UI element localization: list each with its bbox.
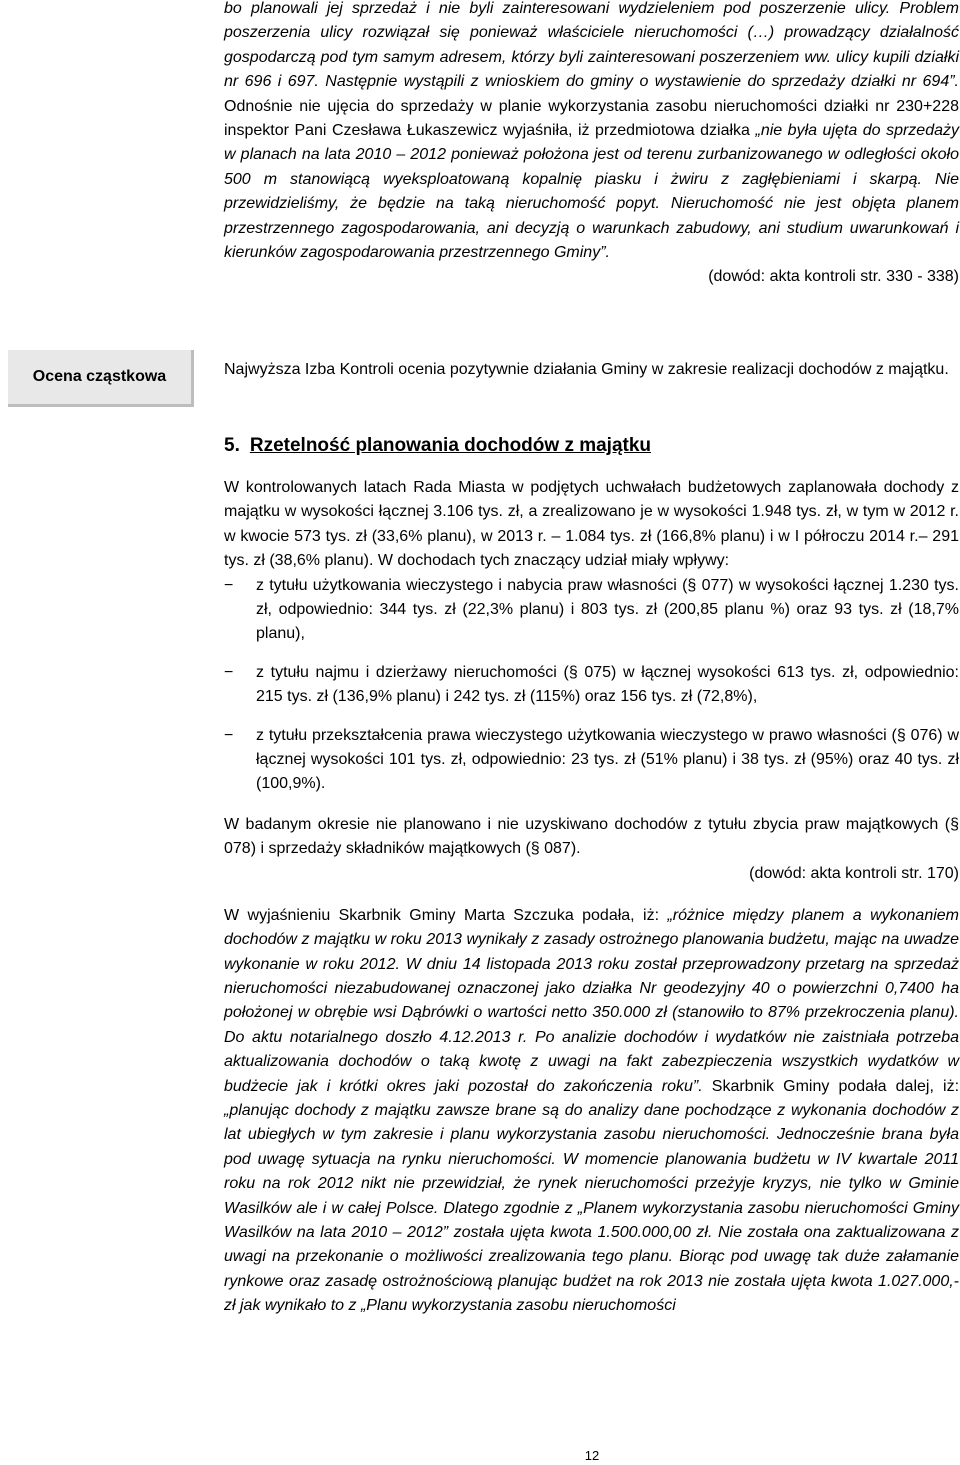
assessment-text: Najwyższa Izba Kontroli ocenia pozytywnie działania Gminy w zakresie realizacji dochodów z majątku. (224, 361, 949, 378)
section-number: 5. (224, 435, 240, 456)
dash-bullet: − (224, 726, 234, 744)
text-normal: W wyjaśnieniu Skarbnik Gminy Marta Szczuka podała, iż: (224, 906, 668, 924)
section-title: Rzetelność planowania dochodów z majątku (249, 435, 652, 456)
list-item (224, 724, 959, 797)
list-item-text: z tytułu użytkowania wieczystego i nabycia praw własności (§ 077) w wysokości łącznej 1.230 tys. zł, odpowiednio: 344 tys. zł (22,3% planu) i 803 tys. zł (200,85 planu %) oraz 93 tys. zł (18,7% planu), (256, 576, 959, 643)
evidence-reference-2: (dowód: akta kontroli str. 170) (749, 864, 959, 882)
section-heading (224, 433, 651, 459)
dash-bullet: − (224, 576, 234, 594)
list-item (224, 574, 959, 647)
quote-italic: „różnice między planem a wykonaniem dochodów z majątku w roku 2013 wynikały z zasady ostrożnego planowania budżetu, mając na uwadze wykonanie w roku 2012. W dniu 14 listopada 2013 roku został przeprowadzony przetarg na sprzedaż nieruchomości niezabudowanej oznaczonej jako działka Nr geodezyjny 40 o powierzchni 0,7400 ha położonej w obrębie wsi Dąbrówki o wartości netto 350.000 zł (stanowiło to 87% przekroczenia planu). Do aktu notarialnego doszło 4.12.2013 r. Po analizie dochodów i wydatków nie zaistniała potrzeba aktualizowania dochodów o taką kwotę z uwagi na fakt zabezpieczenia wszystkich wydatków w budżecie jak i krótki okres jaki pozostał do zakończenia roku”. (224, 906, 959, 1095)
evidence-reference: (dowód: akta kontroli str. 330 - 338) (708, 268, 959, 286)
continuation-block (224, 0, 959, 289)
text-normal-a: Odnośnie nie ujęcia do sprzedaży w planie wykorzystania zasobu nieruchomości działki nr 230+228 inspektor Pani Czesława Łukaszewicz wyjaśniła, iż przedmiotowa działka (224, 97, 959, 140)
section-body (224, 476, 959, 1319)
paragraph-no-sales: W badanym okresie nie planowano i nie uzyskiwano dochodów z tytułu zbycia praw majątkowych (§ 078) i sprzedaży składników majątkowych (§ 087). (224, 815, 959, 858)
text-normal: Skarbnik Gminy podała dalej, iż: (702, 1077, 960, 1095)
dash-bullet: − (224, 663, 234, 681)
page-number: 12 (584, 1448, 600, 1463)
treasurer-explanation (224, 904, 959, 1319)
list-item (224, 661, 959, 710)
list-item-text: z tytułu przekształcenia prawa wieczystego użytkowania wieczystego w prawo własności (§ 076) w łącznej wysokości 101 tys. zł, odpowiednio: 23 tys. zł (51% planu) i 38 tys. zł (95%) oraz 40 tys. zł (100,9%). (256, 726, 959, 793)
partial-assessment-label (8, 350, 194, 407)
revenue-list (224, 574, 959, 797)
quote-italic: „planując dochody z majątku zawsze brane są do analizy dane pochodzące z wykonania dochodów z lat ubiegłych w tym zakresie i planu wykorzystania zasobu nieruchomości. Jednocześnie brana była pod uwagę sytuacja na rynku nieruchomości. W momencie planowania budżetu w IV kwartale 2011 roku na rok 2012 nikt nie przewidział, że rynek nieruchomości przeżyje kryzys, nie tylko w Gminie Wasilków ale i w całej Polsce. Dlatego zgodnie z „Planem wykorzystania zasobu nieruchomości Gminy Wasilków na lata 2010 – 2012” została ujęta kwota 1.500.000,00 zł. Nie została ona zaktualizowana z uwagi na przekonanie o możliwości zrealizowania tego planu. Biorąc pod uwagę tak duże załamanie rynkowe oraz zasadę ostrożnościową planując budżet na rok 2013 nie została ujęta kwota 1.027.000,- zł jak wynikało to z „Planu wykorzystania zasobu nieruchomości (224, 1101, 959, 1315)
list-item-text: z tytułu najmu i dzierżawy nieruchomości (§ 075) w łącznej wysokości 613 tys. zł, odpowiednio: 215 tys. zł (136,9% planu) i 242 tys. zł (115%) oraz 156 tys. zł (72,8%), (256, 663, 959, 706)
assessment-block (224, 358, 959, 382)
continuation-paragraph (224, 0, 959, 265)
quote-italic-b: „nie była ujęta do sprzedaży w planach na lata 2010 – 2012 ponieważ położona jest od terenu zurbanizowanego w odległości około 500 m stanowiącą wyeksploatowaną kopalnię piasku i żwiru z zagłębieniami i skarpą. Nie przewidzieliśmy, że będzie na taką nieruchomość popyt. Nieruchomość nie jest objęta planem przestrzennego zagospodarowania, ani decyzją o warunkach zabudowy, ani studium uwarunkowań i kierunków zagospodarowania przestrzennego Gminy”. (224, 122, 960, 262)
quote-italic-a: bo planowali jej sprzedaż i nie byli zainteresowani wydzieleniem pod poszerzenie ulicy. Problem poszerzenia ulicy rozwiązał się ponieważ właściciele nieruchomości (…) prowadzący działalność gospodarczą pod tym samym adresem, którzy byli zainteresowani poszerzeniem ww. ulicy kupili działki nr 696 i 697. Następnie wystąpili z wnioskiem do gminy o wystawienie do sprzedaży działki nr 694”. (224, 0, 959, 91)
section-intro: W kontrolowanych latach Rada Miasta w podjętych uchwałach budżetowych zaplanowała dochody z majątku w wysokości łącznej 3.106 tys. zł, a zrealizowano je w wysokości 1.948 tys. zł, w tym w 2012 r. w kwocie 573 tys. zł (33,6% planu), w 2013 r. – 1.084 tys. zł (166,8% planu) i w I półroczu 2014 r.– 291 tys. zł (38,6% planu). W dochodach tych znaczący udział miały wpływy: (224, 479, 959, 570)
partial-assessment-label-text: Ocena cząstkowa (32, 368, 167, 385)
